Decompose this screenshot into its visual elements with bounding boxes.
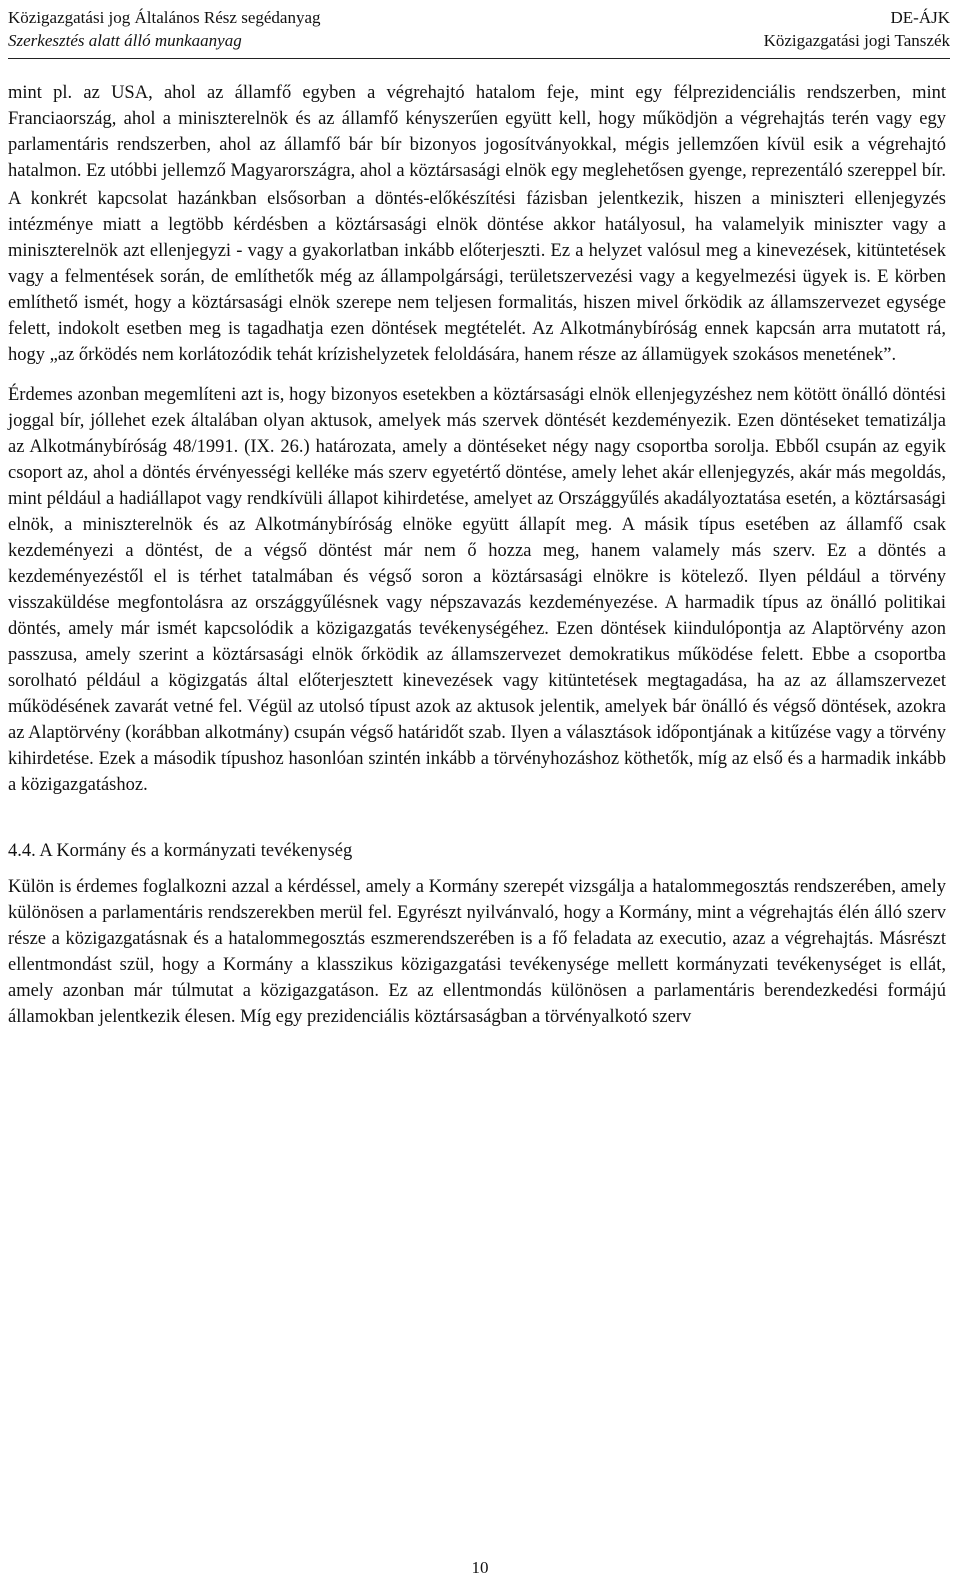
header-department: Közigazgatási jogi Tanszék xyxy=(763,31,950,50)
header-course-title: Közigazgatási jog Általános Rész segédanyag xyxy=(8,8,321,27)
page-number: 10 xyxy=(471,1558,489,1577)
header-institution: DE-ÁJK xyxy=(890,8,950,27)
page-header xyxy=(8,4,950,59)
section-paragraph: Külön is érdemes foglalkozni azzal a kérdéssel, amely a Kormány szerepét vizsgálja a hatalommegosztás rendszerében, amely különösen a parlamentáris rendszerekben merül fel. Egyrészt nyilvánvaló, hogy a Kormány, mint a végrehajtás élén álló szerv része a közigazgatásnak és a hatalommegosztás eszmerendszerében is a fő feladata az executio, azaz a végrehajtás. Másrészt ellentmondást szül, hogy a Kormány a klasszikus közigazgatási tevékenysége mellett kormányzati tevékenységet is ellát, amely azonban már túlmutat a közigazgatáson. Ez az ellentmondás különösen a parlamentáris berendezkedési formájú államokban jelentkezik élesen. Míg egy prezidenciális köztársaságban a törvényalkotó szerv xyxy=(8,877,946,1027)
header-right xyxy=(764,6,950,52)
body-paragraph: mint pl. az USA, ahol az államfő egyben a végrehajtó hatalom feje, mint egy félprezidenciális rendszerben, mint Franciaország, ahol a miniszterelnök és az államfő kényszerűen együtt kell, hogy működjön a végrehajtás terén vagy egy parlamentáris rendszerben, ahol az államfő bár bír bizonyos jogosítványokkal, mégis jellemzően kívül esik a végrehajtó hatalmon. Ez utóbbi jellemző Magyarországra, ahol a köztársasági elnök egy meglehetősen gyenge, reprezentáló szereppel bír. xyxy=(8,83,946,181)
body-paragraph: A konkrét kapcsolat hazánkban elsősorban a döntés-előkészítési fázisban jelentkezik, hiszen a miniszteri ellenjegyzés intézménye miatt a legtöbb kérdésben a köztársasági elnök döntése akkor hatályosul, ha valamelyik miniszter vagy a miniszterelnök azt ellenjegyzi - vagy a gyakorlatban inkább előterjeszti. Ez a helyzet valósul meg a kinevezések, kitüntetések vagy a felmentések során, de említhetők még az állampolgársági, területszervezési vagy a kegyelmezési ügyek is. E körben említhető ismét, hogy a köztársasági elnök szerepe nem teljesen formalitás, hiszen mivel őrködik az államszervezet egysége felett, indokolt esetben meg is tagadhatja ezen döntések megtételét. Az Alkotmánybíróság ennek kapcsán arra mutatott rá, hogy „az őrködés nem korlátozódik tehát krízishelyzetek feloldására, hanem része az államügyek szokásos menetének”. xyxy=(8,189,946,365)
header-draft-note: Szerkesztés alatt álló munkaanyag xyxy=(8,31,242,50)
document-body xyxy=(8,80,946,1044)
body-paragraph: Érdemes azonban megemlíteni azt is, hogy bizonyos esetekben a köztársasági elnök ellenjegyzéshez nem kötött önálló döntési joggal bír, jóllehet ezek általában olyan aktusok, amelyek más szervek döntését kezdeményezik. Ezen döntéseket tematizálja az Alkotmánybíróság 48/1991. (IX. 26.) határozata, amely a döntéseket négy nagy csoportba sorolja. Ebből csupán az egyik csoport az, ahol a döntés érvényességi kelléke más szerv egyetértő döntése, amely lehet akár ellenjegyzés, akár más megoldás, mint például a hadiállapot vagy rendkívüli állapot kihirdetése, amelyet az Országgyűlés akadályoztatása esetén, a köztársasági elnök, a miniszterelnök és az Alkotmánybíróság elnöke együtt állapít meg. A másik típus esetében az államfő csak kezdeményezi a döntést, de a végső döntést már nem ő hozza meg, hanem valamely más szerv. Ez a döntés a kezdeményezéstől el is térhet tatalmában és végső soron a köztársasági elnökre is kötelező. Ilyen például a törvény visszaküldése megfontolásra az országgyűlésnek vagy népszavazás kezdeményezése. A harmadik típus az önálló politikai döntés, amely már ismét kapcsolódik a közigazgatás tevékenységéhez. Ezen döntések kiindulópontja az Alaptörvény azon passzusa, amely szerint a köztársasági elnök őrködik az államszervezet demokratikus működése felett. Ebbe a csoportba sorolható például a kögizgatás által előterjesztett kinevezések vagy kitüntetések megtagadása, ha az az államszervezet működésének zavarát vetné fel. Végül az utolsó típust azok az aktusok jelentik, amelyek bár önálló és végső döntések, azokra az Alaptörvény (korábban alkotmány) csupán végső határidőt szab. Ilyen a választások időpontjának a kitűzése vagy a törvény kihirdetése. Ezek a második típushoz hasonlóan szintén inkább a törvényhozáshoz köthetők, míg az első és a harmadik inkább a közigazgatáshoz. xyxy=(8,385,946,795)
section-heading: 4.4. A Kormány és a kormányzati tevékenység xyxy=(8,841,353,861)
header-left xyxy=(8,6,321,52)
